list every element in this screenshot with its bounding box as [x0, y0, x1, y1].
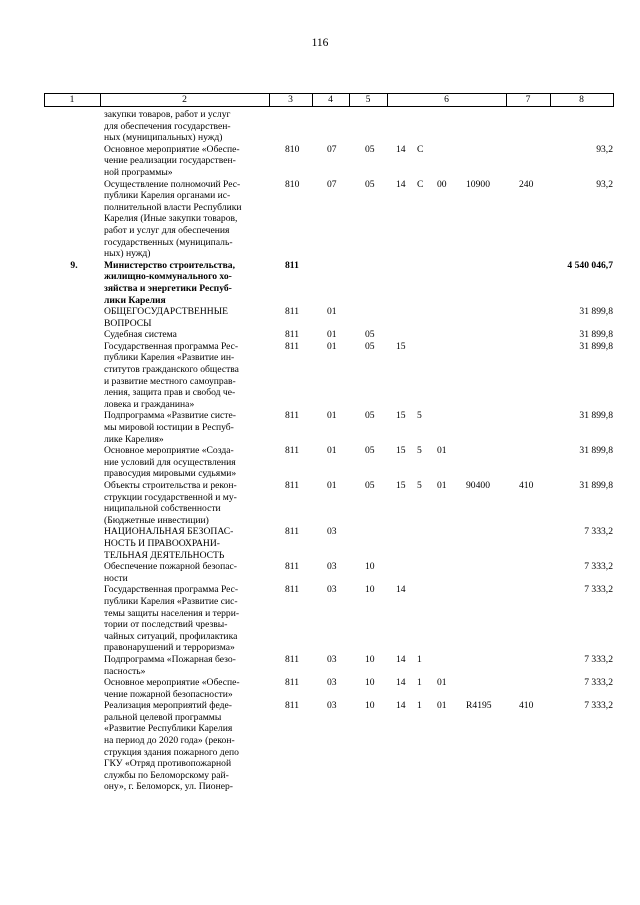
row-name-line: чайных ситуаций, профилактика — [104, 630, 238, 642]
col-4-value: 01 — [327, 306, 337, 318]
row-name-line: лике Карелия» — [104, 433, 164, 445]
row-name — [104, 700, 274, 793]
row-name-line: Министерство строительства, — [104, 259, 236, 271]
col-5-value: 10 — [365, 561, 375, 573]
col-6-part-4: 10900 — [466, 178, 490, 190]
col-6-part-2: 5 — [417, 445, 422, 457]
table-body — [0, 109, 640, 793]
row-name-line: публики Карелия органами ис- — [104, 190, 231, 202]
col-5-value: 05 — [365, 340, 375, 352]
row-name-line: мы мировой юстиции в Респуб- — [104, 422, 234, 434]
row-name-line: Основное мероприятие «Созда- — [104, 445, 234, 457]
col-5-value: 10 — [365, 677, 375, 689]
row-name — [104, 677, 274, 700]
col-3-value: 811 — [285, 700, 300, 712]
col-6-part-1: 15 — [396, 410, 406, 422]
row-name-line: ститутов гражданского общества — [104, 364, 239, 376]
col-8-amount: 31 899,8 — [579, 445, 613, 457]
col-4-value: 03 — [327, 561, 337, 573]
row-name — [104, 109, 274, 144]
row-name-line: закупки товаров, работ и услуг — [104, 109, 231, 120]
header-col-7: 7 — [525, 94, 531, 105]
table-row — [0, 109, 640, 144]
row-name-line: жилищно-коммунального хо- — [104, 271, 232, 283]
col-6-part-1: 15 — [396, 480, 406, 491]
row-name — [104, 526, 274, 561]
header-bottom-border — [44, 106, 614, 107]
col-6-part-2: 5 — [417, 410, 422, 422]
row-name-line: чение пожарной безопасности» — [104, 688, 233, 700]
table-row — [0, 480, 640, 526]
row-name-line: лики Карелия — [104, 294, 166, 306]
table-row — [0, 561, 640, 584]
row-name-line: НАЦИОНАЛЬНАЯ БЕЗОПАС- — [104, 526, 234, 538]
header-col-2: 2 — [182, 94, 187, 105]
col-5-value: 10 — [365, 653, 375, 665]
row-name-line: ных) нужд) — [104, 248, 151, 260]
row-name-line: струкция здания пожарного депо — [104, 746, 239, 758]
row-name-line: ниципальной собственности — [104, 503, 221, 515]
row-name-line: ления, защита прав и свобод че- — [104, 387, 236, 399]
row-name-line: Судебная система — [104, 329, 177, 341]
row-name-line: ральной целевой программы — [104, 711, 222, 723]
table-row — [0, 260, 640, 306]
row-name — [104, 445, 274, 480]
row-name — [104, 179, 274, 260]
col-8-amount: 93,2 — [596, 178, 613, 190]
col-6-part-3: 01 — [437, 677, 447, 689]
col-3-value: 811 — [285, 329, 300, 341]
col-6-part-1: 15 — [396, 340, 406, 352]
row-name — [104, 341, 274, 411]
col-6-part-4: 90400 — [466, 480, 490, 491]
col-8-amount: 31 899,8 — [579, 306, 613, 318]
row-name-line: ности — [104, 572, 128, 584]
row-name-line: Подпрограмма «Пожарная безо- — [104, 653, 236, 665]
header-col-8: 8 — [579, 94, 584, 105]
col-7-value: 240 — [519, 178, 534, 190]
row-name — [104, 561, 274, 584]
row-name-line: ной программы» — [104, 166, 173, 178]
row-name-line: Государственная программа Рес- — [104, 340, 239, 352]
row-name-line: публики Карелия «Развитие сис- — [104, 595, 238, 607]
row-name-line: ловека и гражданина» — [104, 398, 195, 410]
row-name-line: Обеспечение пожарной безопас- — [104, 561, 237, 573]
row-name-line: Карелия (Иные закупки товаров, — [104, 213, 238, 225]
col-6-part-3: 01 — [437, 480, 447, 491]
col-8-amount: 31 899,8 — [579, 329, 613, 341]
header-col-3: 3 — [288, 94, 293, 105]
col-6-part-2: 1 — [417, 677, 422, 689]
row-name-line: ных (муниципальных) нужд) — [104, 132, 223, 144]
col-4-value: 03 — [327, 526, 337, 538]
row-name-line: Объекты строительства и рекон- — [104, 480, 237, 491]
col-3-value: 811 — [285, 677, 300, 689]
table-row — [0, 341, 640, 411]
table-row — [0, 677, 640, 700]
row-name-line: Подпрограмма «Развитие систе- — [104, 410, 236, 422]
col-8-amount: 7 333,2 — [584, 584, 613, 596]
header-col-5: 5 — [365, 94, 371, 105]
row-name-line: темы защиты населения и терри- — [104, 607, 240, 619]
table-header — [44, 93, 614, 107]
table-row — [0, 179, 640, 260]
col-3-value: 811 — [285, 306, 300, 318]
header-col-1: 1 — [69, 94, 75, 105]
col-6-part-1: 14 — [396, 143, 406, 155]
col-3-value: 811 — [285, 561, 300, 573]
header-col-4: 4 — [328, 94, 333, 105]
row-name-line: струкции государственной и му- — [104, 491, 237, 503]
header-divider — [613, 93, 614, 107]
col-4-value: 03 — [327, 677, 337, 689]
row-name — [104, 306, 274, 329]
col-7-value: 410 — [519, 480, 534, 491]
col-5-value: 05 — [365, 178, 375, 190]
table-row — [0, 654, 640, 677]
col-6-part-3: 01 — [437, 445, 447, 457]
row-name-line: чение реализации государствен- — [104, 155, 236, 167]
table-row — [0, 144, 640, 179]
row-name-line: Основное мероприятие «Обеспе- — [104, 677, 240, 689]
col-6-part-4: R4195 — [466, 700, 492, 712]
row-name-line: ние условий для осуществления — [104, 456, 236, 468]
col-4-value: 01 — [327, 410, 337, 422]
col-3-value: 811 — [285, 445, 300, 457]
col-6-part-2: 1 — [417, 653, 422, 665]
col-3-value: 811 — [285, 480, 300, 491]
col-8-amount: 93,2 — [596, 143, 613, 155]
col-8-amount: 7 333,2 — [584, 700, 613, 712]
row-name-line: для обеспечения государствен- — [104, 120, 231, 132]
row-name-line: службы по Беломорскому рай- — [104, 769, 229, 781]
col-4-value: 01 — [327, 329, 337, 341]
row-name — [104, 260, 274, 306]
table-row — [0, 526, 640, 561]
table-row — [0, 700, 640, 793]
row-name-line: Основное мероприятие «Обеспе- — [104, 143, 240, 155]
row-name-line: государственных (муниципаль- — [104, 236, 233, 248]
col-3-value: 810 — [285, 143, 300, 155]
row-number: 9. — [70, 259, 78, 271]
row-name-line: НОСТЬ И ПРАВООХРАНИ- — [104, 537, 220, 549]
row-name-line: полнительной власти Республики — [104, 201, 242, 213]
row-name — [104, 584, 274, 654]
table-row — [0, 584, 640, 654]
col-6-part-1: 14 — [396, 677, 406, 689]
row-name — [104, 329, 274, 341]
row-name — [104, 480, 274, 526]
col-3-value: 811 — [285, 410, 300, 422]
col-6-part-1: 15 — [396, 445, 406, 457]
row-name-line: ГКУ «Отряд противопожарной — [104, 758, 232, 770]
col-4-value: 01 — [327, 340, 337, 352]
col-3-value: 810 — [285, 178, 300, 190]
row-name-line: ОБЩЕГОСУДАРСТВЕННЫЕ — [104, 306, 228, 318]
col-3-value: 811 — [285, 526, 300, 538]
col-8-amount: 31 899,8 — [579, 480, 613, 491]
col-3-value: 811 — [285, 584, 300, 596]
col-4-value: 03 — [327, 584, 337, 596]
row-name-line: тории от последствий чрезвы- — [104, 619, 228, 631]
col-5-value: 05 — [365, 445, 375, 457]
row-name-line: на период до 2020 года» (рекон- — [104, 735, 235, 747]
col-6-part-3: 01 — [437, 700, 447, 712]
table-row — [0, 445, 640, 480]
col-6-part-1: 14 — [396, 653, 406, 665]
row-name-line: (Бюджетные инвестиции) — [104, 514, 209, 526]
col-6-part-2: 1 — [417, 700, 422, 712]
col-4-value: 03 — [327, 653, 337, 665]
col-6-part-1: 14 — [396, 584, 406, 596]
col-8-amount: 7 333,2 — [584, 653, 613, 665]
table-row — [0, 329, 640, 341]
col-3-value: 811 — [285, 340, 300, 352]
col-4-value: 07 — [327, 178, 337, 190]
row-name — [104, 654, 274, 677]
col-8-amount: 31 899,8 — [579, 340, 613, 352]
col-4-value: 07 — [327, 143, 337, 155]
row-name-line: ону», г. Беломорск, ул. Пионер- — [104, 781, 233, 793]
row-name-line: пасность» — [104, 665, 146, 677]
col-6-part-1: 14 — [396, 178, 406, 190]
col-8-amount: 7 333,2 — [584, 677, 613, 689]
row-name-line: зяйства и энергетики Респуб- — [104, 282, 232, 294]
col-6-part-1: 14 — [396, 700, 406, 712]
col-5-value: 05 — [365, 143, 375, 155]
col-8-amount: 7 333,2 — [584, 526, 613, 538]
col-5-value: 05 — [365, 329, 375, 341]
table-row — [0, 410, 640, 445]
row-name-line: Государственная программа Рес- — [104, 584, 239, 596]
col-6-part-2: С — [417, 178, 424, 190]
col-4-value: 01 — [327, 480, 337, 491]
row-name-line: ТЕЛЬНАЯ ДЕЯТЕЛЬНОСТЬ — [104, 549, 225, 561]
row-name-line: работ и услуг для обеспечения — [104, 224, 230, 236]
row-name-line: публики Карелия «Развитие ин- — [104, 352, 235, 364]
col-4-value: 01 — [327, 445, 337, 457]
col-6-part-2: С — [417, 143, 424, 155]
row-name-line: «Развитие Республики Карелия — [104, 723, 233, 735]
col-5-value: 05 — [365, 480, 375, 491]
row-name-line: правонарушений и терроризма» — [104, 642, 235, 654]
table-row — [0, 306, 640, 329]
col-6-part-3: 00 — [437, 178, 447, 190]
col-7-value: 410 — [519, 700, 534, 712]
col-5-value: 05 — [365, 410, 375, 422]
col-8-amount: 31 899,8 — [579, 410, 613, 422]
row-name-line: и развитие местного самоуправ- — [104, 375, 236, 387]
col-5-value: 10 — [365, 700, 375, 712]
col-3-value: 811 — [285, 259, 299, 271]
col-5-value: 10 — [365, 584, 375, 596]
col-8-amount: 4 540 046,7 — [567, 259, 613, 271]
row-name-line: Осуществление полномочий Рес- — [104, 178, 241, 190]
col-6-part-2: 5 — [417, 480, 422, 491]
row-name-line: ВОПРОСЫ — [104, 317, 152, 329]
col-4-value: 03 — [327, 700, 337, 712]
page-number: 116 — [311, 37, 329, 49]
header-col-6: 6 — [444, 94, 449, 105]
row-name-line: Реализация мероприятий феде- — [104, 700, 232, 712]
row-name — [104, 410, 274, 445]
row-name — [104, 144, 274, 179]
col-8-amount: 7 333,2 — [584, 561, 613, 573]
col-3-value: 811 — [285, 653, 300, 665]
row-name-line: правосудия мировыми судьями» — [104, 468, 237, 480]
